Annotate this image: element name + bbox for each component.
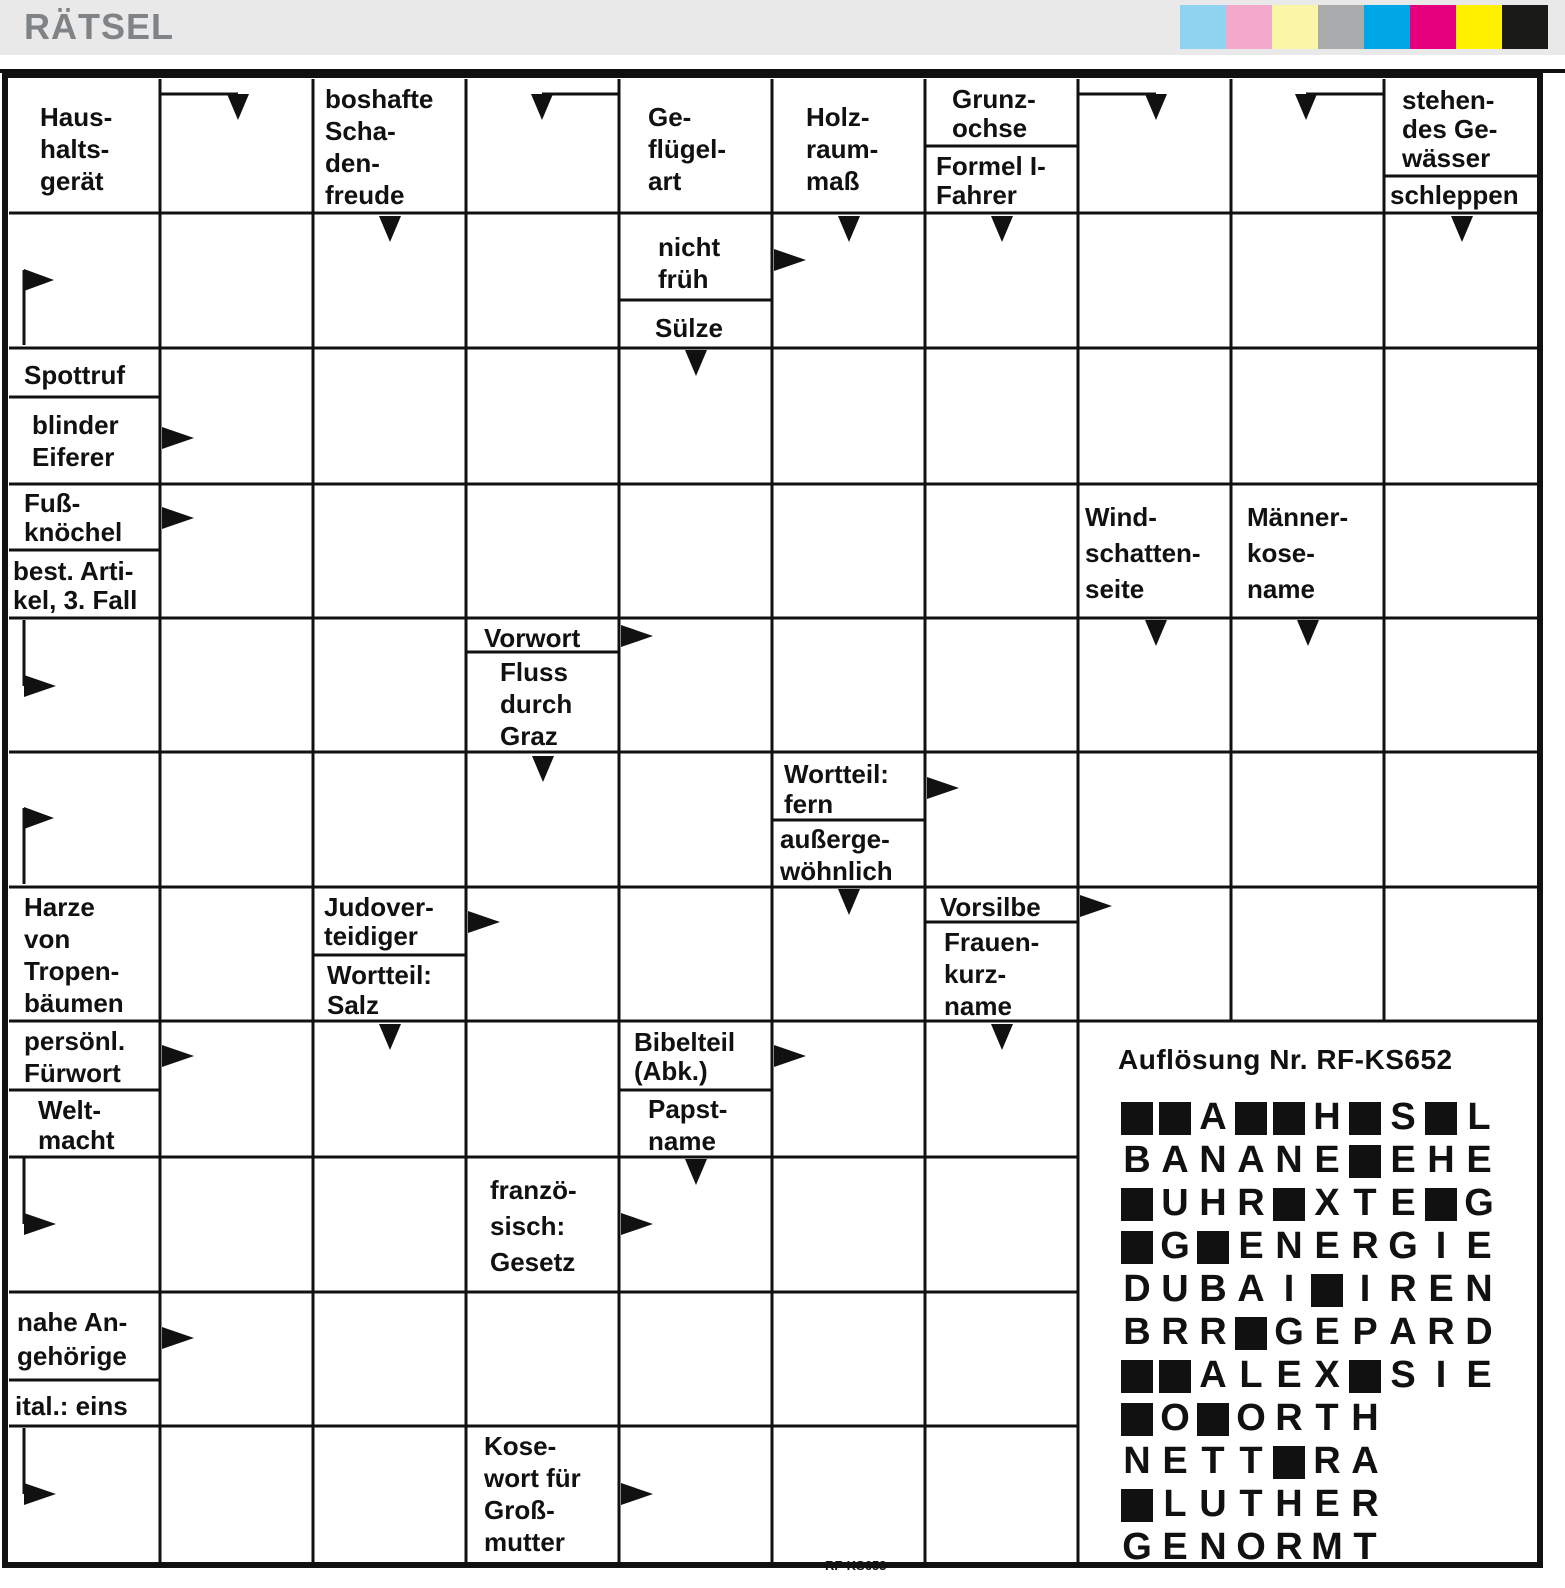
clue-text: nahe An- gehörige [17, 1307, 128, 1371]
solution-letter: O [1236, 1397, 1266, 1439]
solution-block [1118, 1397, 1156, 1440]
solution-block [1118, 1096, 1156, 1139]
clue-haushaltsgeraet [40, 94, 150, 204]
solution-letter: R [1427, 1311, 1455, 1353]
solution-letter: E [1314, 1139, 1340, 1181]
solution-row [1118, 1440, 1538, 1483]
solution-letter: G [1388, 1225, 1418, 1267]
solution-letter: M [1311, 1526, 1343, 1568]
clue-schleppen [1390, 178, 1536, 212]
solution-letter: T [1201, 1440, 1225, 1482]
solution-letter: U [1161, 1182, 1189, 1224]
solution-row [1118, 1225, 1538, 1268]
clue-papstname [648, 1094, 770, 1156]
solution-letter: I [1435, 1354, 1447, 1396]
solution-block [1270, 1440, 1308, 1483]
solution-letter: H [1199, 1182, 1227, 1224]
solution-block [1422, 1182, 1460, 1225]
solution-letter: L [1239, 1354, 1263, 1396]
arrow-down-icon [685, 1159, 707, 1185]
solution-block [1118, 1483, 1156, 1526]
puzzle-code: RF-KS653 [825, 1558, 887, 1573]
clue-text: Fuß- knöchel [24, 488, 123, 547]
arrow-right-icon [1080, 895, 1112, 917]
clue-vorwort [484, 622, 618, 654]
solution-letter: E [1238, 1225, 1264, 1267]
solution-letter: T [1353, 1526, 1377, 1568]
solution-letter: R [1313, 1440, 1341, 1482]
solution-row [1118, 1397, 1538, 1440]
solution-row [1118, 1311, 1538, 1354]
clue-text: Wortteil: fern [784, 759, 889, 819]
solution-letter: O [1236, 1526, 1266, 1568]
solution-letter: B [1123, 1139, 1151, 1181]
solution-block [1346, 1096, 1384, 1139]
solution-letter: N [1199, 1526, 1227, 1568]
arrow-down-icon [1295, 94, 1317, 120]
solution-letter: E [1314, 1225, 1340, 1267]
solution-letter: L [1467, 1096, 1491, 1138]
solution-row [1118, 1526, 1538, 1569]
solution-letter: A [1389, 1311, 1417, 1353]
arrow-right-icon [162, 507, 194, 529]
solution-letter: N [1199, 1139, 1227, 1181]
arrow-down-icon [227, 94, 249, 120]
solution-letter: R [1199, 1311, 1227, 1353]
solution-block [1270, 1182, 1308, 1225]
clue-text: persönl. Fürwort [24, 1026, 126, 1088]
clue-aussergewoehnlich [780, 824, 924, 886]
arrow-right-icon [621, 1483, 653, 1505]
clue-kosewort-grossmutter [484, 1430, 618, 1558]
arrow-right-icon [162, 1045, 194, 1067]
solution-letter: N [1465, 1268, 1493, 1310]
solution-letter: A [1199, 1354, 1227, 1396]
solution-letter: H [1351, 1397, 1379, 1439]
solution-block [1422, 1096, 1460, 1139]
clue-grunzochse [952, 84, 1072, 144]
solution-letter: R [1275, 1526, 1303, 1568]
arrow-right-icon [774, 1045, 806, 1067]
solution-letter: R [1275, 1397, 1303, 1439]
clue-text: Haus- halts- gerät [40, 102, 113, 196]
clue-harze-tropenbaeume [24, 890, 158, 1020]
clue-text: Holz- raum- maß [806, 102, 879, 196]
solution-letter: E [1276, 1354, 1302, 1396]
clue-text: Harze von Tropen- bäumen [24, 892, 124, 1018]
clue-text: Frauen- kurz- name [944, 927, 1040, 1021]
clue-nicht-frueh [658, 228, 768, 298]
arrow-down-icon [991, 216, 1013, 242]
solution-block [1194, 1397, 1232, 1440]
solution-letter: R [1351, 1225, 1379, 1267]
clue-text: Wind- schatten- seite [1085, 502, 1201, 604]
clue-text: Vorwort [484, 623, 581, 653]
solution-letter: H [1427, 1139, 1455, 1181]
clue-holzraummass [806, 94, 916, 204]
arrow-down-icon [991, 1024, 1013, 1050]
clue-text: Wortteil: Salz [327, 960, 432, 1020]
clue-stehendes-gewaesser [1402, 84, 1534, 174]
solution-letter: E [1466, 1139, 1492, 1181]
solution-letter: B [1199, 1268, 1227, 1310]
solution-letter: N [1275, 1225, 1303, 1267]
solution-letter: E [1390, 1139, 1416, 1181]
clue-vorsilbe [940, 890, 1076, 924]
arrow-right-icon [162, 427, 194, 449]
clue-maennerkosename [1247, 498, 1381, 608]
solution-block [1346, 1139, 1384, 1182]
clue-judoverteidiger [324, 892, 464, 952]
solution-letter: D [1465, 1311, 1493, 1353]
solution-letter: R [1161, 1311, 1189, 1353]
solution-letter: A [1199, 1096, 1227, 1138]
arrow-right-icon [24, 269, 54, 291]
solution-block [1118, 1354, 1156, 1397]
clue-text: best. Arti- kel, 3. Fall [13, 556, 138, 615]
solution-block [1118, 1225, 1156, 1268]
solution-letter: S [1390, 1096, 1416, 1138]
solution-letter: X [1314, 1182, 1340, 1224]
clue-text: nicht früh [658, 232, 721, 294]
solution-row [1118, 1483, 1538, 1526]
solution-letter: L [1163, 1483, 1187, 1525]
solution-row [1118, 1182, 1538, 1225]
clue-formel-fahrer [936, 150, 1076, 212]
clue-franzoesisch-gesetz [490, 1170, 618, 1282]
solution-letter: T [1239, 1440, 1263, 1482]
clue-windschattenseite [1085, 498, 1229, 608]
solution-letter: E [1314, 1311, 1340, 1353]
solution-block [1118, 1182, 1156, 1225]
clue-text: Welt- macht [38, 1095, 115, 1155]
clue-wortteil-fern [784, 758, 924, 820]
solution-letter: N [1123, 1440, 1151, 1482]
solution-letter: G [1464, 1182, 1494, 1224]
arrow-down-icon [1451, 216, 1473, 242]
solution-letter: H [1275, 1483, 1303, 1525]
arrow-down-icon [838, 889, 860, 915]
solution-letter: A [1351, 1440, 1379, 1482]
solution-letter: U [1199, 1483, 1227, 1525]
arrow-right-icon [927, 777, 959, 799]
solution-block [1194, 1225, 1232, 1268]
clue-text: Papst- name [648, 1094, 728, 1156]
solution-letter: T [1353, 1182, 1377, 1224]
solution-block [1346, 1354, 1384, 1397]
arrow-right-icon [621, 1213, 653, 1235]
clue-text: franzö- sisch: Gesetz [490, 1175, 577, 1277]
arrow-down-icon [838, 216, 860, 242]
clue-text: Ge- flügel- art [648, 102, 726, 196]
arrow-right-icon [24, 675, 56, 697]
solution-row [1118, 1096, 1538, 1139]
solution-letter: E [1390, 1182, 1416, 1224]
solution-letter: I [1359, 1268, 1371, 1310]
solution-letter: E [1162, 1440, 1188, 1482]
clue-text: Kose- wort für Groß- mutter [484, 1431, 581, 1557]
solution-block [1156, 1354, 1194, 1397]
arrow-down-icon [379, 216, 401, 242]
arrow-right-icon [621, 625, 653, 647]
solution-block [1270, 1096, 1308, 1139]
clue-text: ital.: eins [15, 1391, 128, 1421]
clue-text: boshafte Scha- den- freude [325, 84, 434, 210]
arrow-down-icon [379, 1024, 401, 1050]
clue-boshafte-schadenfreude [325, 82, 465, 212]
arrow-right-icon [24, 807, 54, 829]
clue-text: Formel I- Fahrer [936, 151, 1046, 210]
clue-text: Sülze [655, 313, 723, 343]
solution-letter: A [1237, 1268, 1265, 1310]
arrow-right-icon [468, 911, 500, 933]
solution-panel [1118, 1044, 1538, 1569]
solution-letter: E [1466, 1354, 1492, 1396]
arrow-right-icon [24, 1483, 56, 1505]
solution-row [1118, 1139, 1538, 1182]
clue-weltmacht [38, 1094, 158, 1156]
solution-letter: O [1160, 1397, 1190, 1439]
clue-nahe-angehoerige [17, 1304, 159, 1374]
clue-gefluegelart [648, 94, 768, 204]
arrow-right-icon [774, 249, 806, 271]
clue-frauenkurzname [944, 926, 1074, 1022]
clue-text: Bibelteil (Abk.) [634, 1027, 736, 1086]
solution-letter: P [1352, 1311, 1378, 1353]
solution-block [1232, 1096, 1270, 1139]
clue-persoenl-fuerwort [24, 1026, 158, 1088]
solution-letter: N [1275, 1139, 1303, 1181]
solution-block [1156, 1096, 1194, 1139]
solution-letter: G [1160, 1225, 1190, 1267]
clue-wortteil-salz [327, 960, 465, 1020]
solution-letter: G [1274, 1311, 1304, 1353]
arrow-right-icon [24, 1213, 56, 1235]
clue-text: Grunz- ochse [952, 84, 1036, 143]
clue-bibelteil [634, 1026, 770, 1088]
solution-letter: E [1466, 1225, 1492, 1267]
solution-letter: I [1435, 1225, 1447, 1267]
clue-text: Vorsilbe [940, 892, 1041, 922]
solution-letter: H [1313, 1096, 1341, 1138]
arrow-down-icon [1145, 94, 1167, 120]
clue-text: Fluss durch Graz [500, 657, 573, 751]
clue-fluss-durch-graz [500, 656, 618, 752]
solution-grid [1118, 1096, 1538, 1569]
clue-suelze [655, 310, 765, 346]
solution-letter: E [1162, 1526, 1188, 1568]
solution-title: Auflösung Nr. RF-KS652 [1118, 1044, 1453, 1075]
solution-letter: A [1161, 1139, 1189, 1181]
solution-letter: R [1351, 1483, 1379, 1525]
arrow-down-icon [532, 756, 554, 782]
clue-spottruf [24, 356, 158, 394]
clue-text: Judover- teidiger [324, 892, 434, 951]
solution-letter: T [1315, 1397, 1339, 1439]
clue-text: Spottruf [24, 360, 126, 390]
clue-blinder-eiferer [32, 406, 158, 476]
solution-block [1308, 1268, 1346, 1311]
arrow-down-icon [1297, 620, 1319, 646]
clue-best-artikel [13, 556, 159, 616]
solution-letter: T [1239, 1483, 1263, 1525]
clue-text: schleppen [1390, 180, 1519, 210]
arrow-down-icon [531, 94, 553, 120]
clue-text: blinder Eiferer [32, 410, 119, 472]
solution-letter: R [1237, 1182, 1265, 1224]
solution-block [1232, 1311, 1270, 1354]
solution-letter: E [1314, 1483, 1340, 1525]
solution-letter: I [1283, 1268, 1295, 1310]
solution-letter: D [1123, 1268, 1151, 1310]
arrow-right-icon [162, 1327, 194, 1349]
solution-row [1118, 1354, 1538, 1397]
clue-text: Männer- kose- name [1247, 502, 1349, 604]
clue-fussknoechel [24, 488, 158, 548]
solution-row [1118, 1268, 1538, 1311]
solution-letter: B [1123, 1311, 1151, 1353]
solution-letter: A [1237, 1139, 1265, 1181]
clue-text: stehen- des Ge- wässer [1402, 84, 1498, 173]
solution-letter: X [1314, 1354, 1340, 1396]
solution-letter: U [1161, 1268, 1189, 1310]
arrow-down-icon [1145, 620, 1167, 646]
clue-ital-eins [15, 1388, 159, 1424]
solution-letter: E [1428, 1268, 1454, 1310]
solution-letter: S [1390, 1354, 1416, 1396]
arrow-down-icon [685, 350, 707, 376]
page-title: RÄTSEL [24, 6, 174, 47]
solution-letter: R [1389, 1268, 1417, 1310]
clue-text: außerge- wöhnlich [780, 824, 893, 886]
solution-letter: G [1122, 1526, 1152, 1568]
